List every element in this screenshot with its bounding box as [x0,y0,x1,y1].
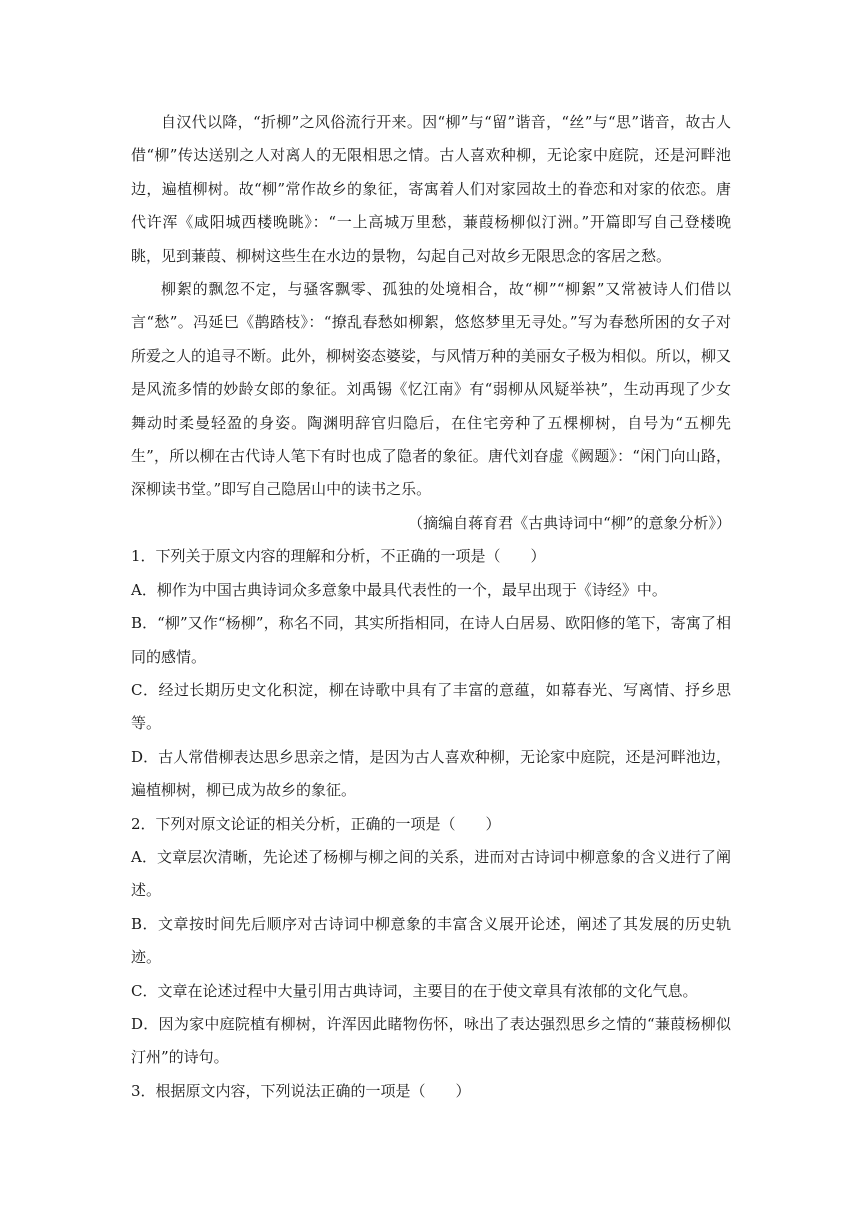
question-2-option-d: D．因为家中庭院植有柳树，许浑因此睹物伤怀，咏出了表达强烈思乡之情的“蒹葭杨柳似汀州”的诗句。 [131,1014,731,1067]
question-1-option-c: C．经过长期历史文化积淀，柳在诗歌中具有了丰富的意蕴，如幕春光、写离情、抒乡思等。 [131,680,731,733]
question-3-stem: 3．根据原文内容，下列说法正确的一项是（ ） [131,1081,471,1100]
passage-paragraph-2: 柳絮的飘忽不定，与骚客飘零、孤独的处境相合，故“柳”“柳絮”又常被诗人们借以言“愁”。冯延巳《鹊踏枝》：“撩乱春愁如柳絮，悠悠梦里无寻处。”写为春愁所困的女子对所爱之人的追寻不断。此外，柳树姿态婆娑，与风情万种的美丽女子极为相似。所以，柳又是风流多情的妙龄女郎的象征。刘禹锡《忆江南》有“弱柳从风疑举袂”，生动再现了少女舞动时柔曼轻盈的身姿。陶渊明辞官归隐后，在住宅旁种了五棵柳树，自号为“五柳先生”，所以柳在古代诗人笔下有时也成了隐者的象征。唐代刘昚虚《阙题》：“闲门向山路，深柳读书堂。”即写自己隐居山中的读书之乐。 [131,280,732,499]
question-2-option-c: C．文章在论述过程中大量引用古典诗词，主要目的在于使文章具有浓郁的文化气息。 [131,981,698,1000]
passage-paragraph-1: 自汉代以降，“折柳”之风俗流行开来。因“柳”与“留”谐音，“丝”与“思”谐音，故古人借“柳”传达送别之人对离人的无限相思之情。古人喜欢种柳，无论家中庭院，还是河畔池边，遍植柳树。故“柳”常作故乡的象征，寄寓着人们对家园故土的眷恋和对家的依恋。唐代许浑《咸阳城西楼晚眺》：“一上高城万里愁，蒹葭杨柳似汀洲。”开篇即写自己登楼晚眺，见到蒹葭、柳树这些生在水边的景物，勾起自己对故乡无限思念的客居之愁。 [131,113,731,265]
question-1-option-d: D．古人常借柳表达思乡思亲之情，是因为古人喜欢种柳，无论家中庭院，还是河畔池边，遍植柳树，柳已成为故乡的象征。 [131,747,731,800]
document-content [131,106,731,1108]
question-1-stem: 1．下列关于原文内容的理解和分析，不正确的一项是（ ） [131,547,546,566]
question-2-option-a: A．文章层次清晰，先论述了杨柳与柳之间的关系，进而对古诗词中柳意象的含义进行了阐述。 [131,847,731,900]
question-2-option-b: B．文章按时间先后顺序对古诗词中柳意象的丰富含义展开论述，阐述了其发展的历史轨迹。 [131,914,731,967]
question-1-option-a: A．柳作为中国古典诗词众多意象中最具代表性的一个，最早出现于《诗经》中。 [131,580,667,599]
question-2-stem: 2．下列对原文论证的相关分析，正确的一项是（ ） [131,814,501,833]
passage-source: （摘编自蒋育君《古典诗词中“柳”的意象分析》） [408,513,731,532]
question-1-option-b: B．“柳”又作“杨柳”，称名不同，其实所指相同，在诗人白居易、欧阳修的笔下，寄寓了相同的感情。 [131,614,731,666]
